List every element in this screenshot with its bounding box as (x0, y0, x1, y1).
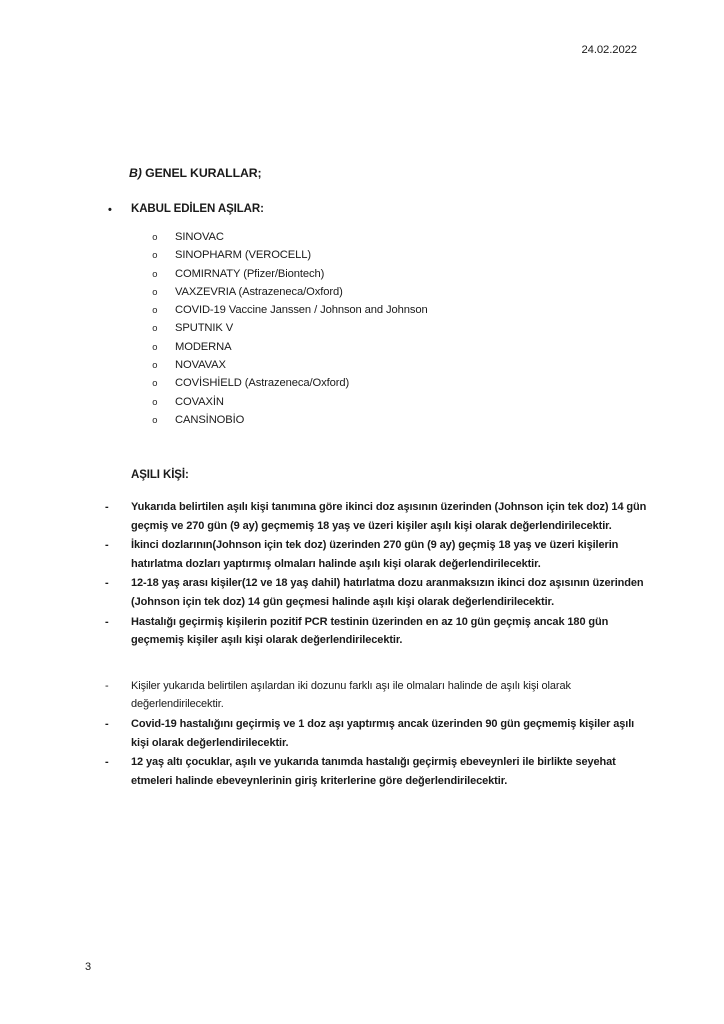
list-item (152, 286, 428, 304)
vaccine-name: VAXZEVRIA (Astrazeneca/Oxford) (175, 285, 343, 298)
paragraph-text: Kişiler yukarıda belirtilen aşılardan iki dozunu farklı aşı ile olmaları halinde de aşılı kişi olarak değerlendirilecektir. (131, 679, 571, 711)
list-item (152, 249, 428, 267)
paragraph-text: 12 yaş altı çocuklar, aşılı ve yukarıda tanımda hastalığı geçirmiş ebeveynleri ile birlikte seyehat etmeleri halinde ebeveynlerinin giriş kriterlerine göre değerlendirilecektir. (131, 756, 616, 787)
document-date: 24.02.2022 (581, 44, 637, 56)
dash-bullet-icon: - (105, 756, 109, 769)
circle-bullet-icon: o (152, 268, 158, 280)
paragraph-text: Covid-19 hastalığını geçirmiş ve 1 doz aşı yaptırmış ancak üzerinden 90 gün geçmemiş kişiler aşılı kişi olarak değerlendirilecektir. (131, 717, 635, 749)
circle-bullet-icon: o (152, 378, 158, 390)
accepted-vaccines-header (108, 203, 264, 217)
circle-bullet-icon: o (152, 305, 158, 317)
paragraph-text: 12-18 yaş arası kişiler(12 ve 18 yaş dahil) hatırlatma dozu aranmaksızın ikinci doz aşısının üzerinden (Johnson için tek doz) 14 gün geçmesi halinde aşılı kişi olarak değerlendirilecektir. (131, 577, 644, 608)
vaccine-name: COVAXİN (175, 395, 224, 408)
paragraph-text: Hastalığı geçirmiş kişilerin pozitif PCR testinin üzerinden en az 10 gün geçmiş ancak 180 gün geçmemiş kişiler aşılı kişi olarak değerlendirilecektir. (131, 615, 609, 647)
dash-bullet-icon: - (105, 679, 109, 692)
list-item (152, 322, 428, 340)
dash-bullet-icon: - (105, 577, 109, 590)
paragraph-item (105, 677, 651, 714)
paragraph-item (105, 498, 651, 535)
vaccine-name: CANSİNOBİO (175, 413, 245, 426)
vaccine-name: NOVAVAX (175, 359, 226, 372)
circle-bullet-icon: o (152, 414, 158, 426)
vaccine-name: COMIRNATY (Pfizer/Biontech) (175, 267, 325, 280)
vaccine-list (152, 231, 428, 432)
circle-bullet-icon: o (152, 360, 158, 372)
list-item (152, 304, 428, 322)
paragraph-text: Yukarıda belirtilen aşılı kişi tanımına göre ikinci doz aşısının üzerinden (Johnson için tek doz) 14 gün geçmiş ve 270 gün (9 ay) geçmemiş 18 yaş ve üzeri kişiler aşılı kişi olarak değerlendirilecektir. (131, 501, 647, 532)
paragraph-item (105, 536, 651, 573)
page-number: 3 (85, 961, 92, 973)
paragraph-item (105, 574, 651, 611)
heading-text: GENEL KURALLAR; (141, 166, 262, 180)
bullet-icon: • (108, 204, 112, 216)
list-item (152, 359, 428, 377)
circle-bullet-icon: o (152, 323, 158, 335)
heading-prefix: B) (129, 166, 142, 180)
paragraph-text: İkinci dozlarının(Johnson için tek doz) üzerinden 270 gün (9 ay) geçmiş 18 yaş ve üzeri kişilerin hatırlatma dozları yaptırmış olmaları halinde aşılı kişi olarak değerlendirilecektir. (131, 539, 619, 570)
dash-bullet-icon: - (105, 615, 109, 628)
list-item (152, 268, 428, 286)
dash-bullet-icon: - (105, 501, 109, 513)
dash-bullet-icon: - (105, 539, 109, 552)
section-heading (129, 166, 262, 180)
dash-bullet-icon: - (105, 717, 109, 730)
list-item (152, 377, 428, 395)
circle-bullet-icon: o (152, 250, 158, 262)
section-title-vaccinated-person: AŞILI KİŞİ: (131, 469, 189, 481)
circle-bullet-icon: o (152, 396, 158, 408)
list-item (152, 396, 428, 414)
list-item (152, 341, 428, 359)
circle-bullet-icon: o (152, 286, 158, 298)
paragraph-item (105, 753, 651, 790)
paragraph-item (105, 715, 651, 752)
circle-bullet-icon: o (152, 341, 158, 353)
vaccine-name: SINOVAC (175, 231, 224, 243)
section-title-accepted-vaccines: KABUL EDİLEN AŞILAR: (131, 203, 264, 215)
paragraph-item (105, 613, 651, 650)
vaccine-name: COVID-19 Vaccine Janssen / Johnson and Johnson (175, 304, 428, 317)
vaccinated-person-rules (105, 497, 651, 790)
list-item (152, 414, 428, 432)
vaccine-name: MODERNA (175, 340, 232, 353)
vaccine-name: COVİSHİELD (Astrazeneca/Oxford) (175, 377, 350, 390)
list-item (152, 231, 428, 249)
vaccine-name: SINOPHARM (VEROCELL) (175, 249, 312, 262)
circle-bullet-icon: o (152, 232, 158, 243)
vaccine-name: SPUTNIK V (175, 322, 234, 335)
